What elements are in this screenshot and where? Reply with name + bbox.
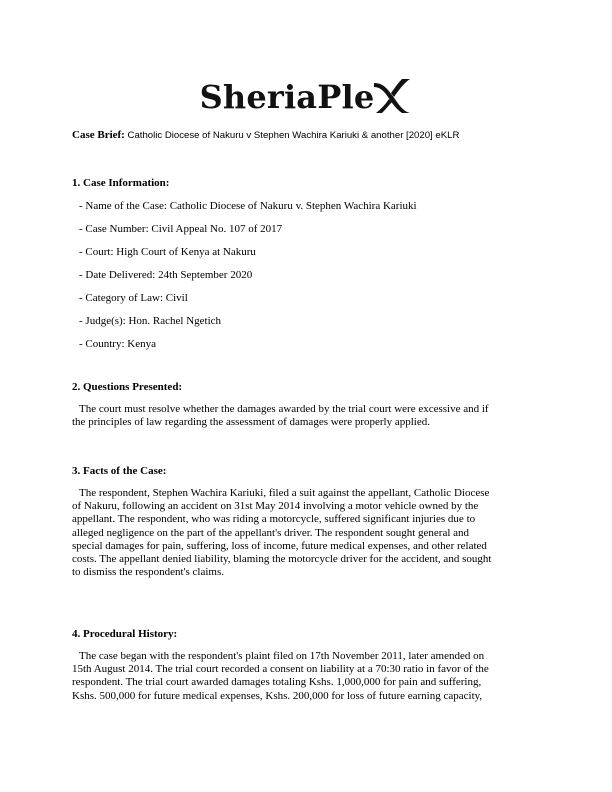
paragraph-line: of Nakuru, following an accident on 31st May 2014 involving a motor vehicle owned by the [72, 500, 479, 513]
section-case-information [72, 176, 542, 360]
logo-text: SheriaPle [199, 78, 375, 116]
paragraph-line: Kshs. 500,000 for future medical expenses, Kshs. 200,000 for loss of future earning capacity, [72, 689, 483, 702]
paragraph-line: to dismiss the respondent's claims. [72, 566, 224, 579]
section-heading: 4. Procedural History: [72, 628, 178, 640]
paragraph-line: respondent. The trial court awarded damages totaling Kshs. 1,000,000 for pain and suffering, [72, 676, 482, 689]
section-procedural-history [72, 627, 542, 703]
logo [0, 76, 612, 118]
case-brief-line [72, 128, 542, 143]
info-item-date: - Date Delivered: 24th September 2020 [79, 269, 253, 281]
facts-paragraph [72, 487, 542, 579]
paragraph-line: appellant. The respondent, who was riding a motorcycle, suffered significant injuries due to [72, 513, 476, 526]
paragraph-line: special damages for pain, suffering, loss of income, future medical expenses, and other related [72, 539, 487, 552]
paragraph-line: 15th August 2014. The trial court recorded a consent on liability at a 70:30 ratio in favor of the [72, 663, 489, 676]
section-facts [72, 464, 542, 579]
paragraph-line: costs. The appellant denied liability, blaming the motorcycle driver for the accident, and sought [72, 553, 492, 566]
info-item-court: - Court: High Court of Kenya at Nakuru [79, 246, 256, 258]
info-item-judges: - Judge(s): Hon. Rachel Ngetich [79, 315, 222, 327]
paragraph-line: The court must resolve whether the damages awarded by the trial court were excessive and if [79, 403, 489, 415]
case-information-list [72, 199, 542, 360]
paragraph-line: the principles of law regarding the assessment of damages were properly applied. [72, 416, 430, 429]
x-logo-icon [372, 77, 412, 115]
case-brief-title: Catholic Diocese of Nakuru v Stephen Wachira Kariuki & another [2020] eKLR [127, 130, 460, 141]
paragraph-line: The case began with the respondent's plaint filed on 17th November 2011, later amended on [79, 650, 485, 662]
questions-paragraph [72, 403, 542, 429]
info-item-country: - Country: Kenya [79, 338, 156, 350]
section-heading: 1. Case Information: [72, 177, 170, 189]
procedural-paragraph [72, 650, 542, 703]
section-heading: 2. Questions Presented: [72, 381, 183, 393]
info-item-number: - Case Number: Civil Appeal No. 107 of 2017 [79, 223, 283, 235]
logo-inner [200, 79, 413, 115]
case-brief-label: Case Brief: [72, 129, 125, 141]
paragraph-line: alleged negligence on the part of the appellant's driver. The respondent sought general and [72, 526, 470, 539]
info-item-name: - Name of the Case: Catholic Diocese of Nakuru v. Stephen Wachira Kariuki [79, 200, 417, 212]
info-item-category: - Category of Law: Civil [79, 292, 188, 304]
section-heading: 3. Facts of the Case: [72, 465, 167, 477]
section-questions-presented [72, 380, 542, 429]
paragraph-line: The respondent, Stephen Wachira Kariuki, filed a suit against the appellant, Catholic Diocese [79, 487, 490, 499]
